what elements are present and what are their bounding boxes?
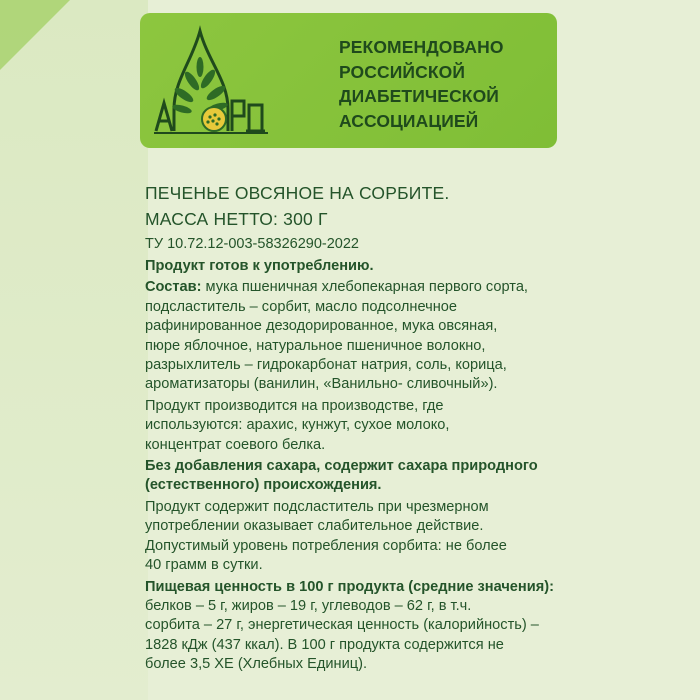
- warning-line: Продукт содержит подсластитель при чрезмерном: [145, 498, 489, 515]
- allergen-line: используются: арахис, кунжут, сухое молоко,: [145, 417, 450, 434]
- recommendation-text: [339, 35, 559, 133]
- nutrition-line: сорбита – 27 г, энергетическая ценность (калорийность) –: [145, 617, 539, 634]
- allergen-line: концентрат соевого белка.: [145, 436, 326, 453]
- ready-to-eat-note: Продукт готов к употреблению.: [145, 258, 374, 274]
- nutrition-line: белков – 5 г, жиров – 19 г, углеводов – 62 г, в т.ч.: [145, 597, 472, 614]
- nutrition-heading: Пищевая ценность в 100 г продукта (средние значения):: [145, 578, 554, 595]
- nutrition-line: 1828 кДж (437 ккал). В 100 г продукта содержится не: [145, 636, 504, 653]
- allergen-line: Продукт производится на производстве, где: [145, 397, 444, 414]
- composition-line: ароматизаторы (ванилин, «Ванильно- сливочный»).: [145, 376, 498, 393]
- product-info: [145, 180, 565, 675]
- banner-line: ДИАБЕТИЧЕСКОЙ: [339, 86, 499, 106]
- net-mass: МАССА НЕТТО: 300 Г: [145, 209, 328, 229]
- product-name: ПЕЧЕНЬЕ ОВСЯНОЕ НА СОРБИТЕ.: [145, 183, 450, 203]
- warning-line: Допустимый уровень потребления сорбита: не более: [145, 537, 507, 554]
- technical-spec: ТУ 10.72.12-003-58326290-2022: [145, 236, 359, 252]
- warning-line: употреблении оказывает слабительное действие.: [145, 518, 484, 535]
- sugar-note-line: (естественного) происхождения.: [145, 477, 382, 494]
- nutrition-line: более 3,5 ХЕ (Хлебных Единиц).: [145, 656, 368, 673]
- composition-first-line: [145, 278, 565, 297]
- composition-text: мука пшеничная хлебопекарная первого сорта,: [201, 279, 528, 296]
- background-left-panel: [0, 0, 148, 700]
- composition-label: Состав:: [145, 279, 202, 296]
- banner-line: РОССИЙСКОЙ: [339, 61, 465, 82]
- sugar-note-line: Без добавления сахара, содержит сахара природного: [145, 458, 538, 475]
- corner-accent: [0, 0, 70, 70]
- composition-line: разрыхлитель – гидрокарбонат натрия, соль, корица,: [145, 357, 507, 374]
- composition-line: пюре яблочное, натуральное пшеничное волокно,: [145, 337, 486, 354]
- warning-line: 40 грамм в сутки.: [145, 557, 263, 574]
- arda-leaf-dome-logo-icon: [152, 21, 270, 139]
- composition-line: подсластитель – сорбит, масло подсолнечное: [145, 298, 458, 315]
- banner-line: РЕКОМЕНДОВАНО: [339, 37, 504, 57]
- banner-line: АССОЦИАЦИЕЙ: [339, 110, 479, 131]
- recommendation-banner: [140, 13, 557, 148]
- composition-line: рафинированное дезодорированное, мука овсяная,: [145, 318, 498, 335]
